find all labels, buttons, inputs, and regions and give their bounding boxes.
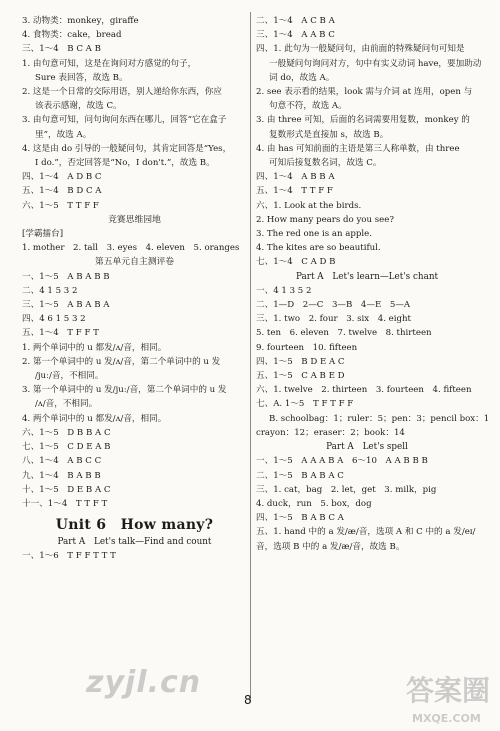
section-heading: Part A Let's talk—Find and count <box>57 537 212 548</box>
answer-line: 七、1～4 C A D B <box>256 257 336 268</box>
answer-line: 4. 这是由 do 引导的一般疑问句，其肯定回答是“Yes， <box>22 143 232 154</box>
answer-line: 2. see 表示看的结果，look 需与介词 at 连用，open 与 <box>256 87 473 98</box>
answer-line: 五、1～5 C A B E D <box>256 371 345 382</box>
answer-line: 复数形式是直接加 s，故选 B。 <box>269 129 389 140</box>
unit-title: Unit 6 How many? <box>55 517 214 534</box>
answer-line: crayon：12；eraser：2；book：14 <box>256 427 405 438</box>
answer-line: 4. 食物类：cake，bread <box>22 30 122 41</box>
answer-line: 句意不符，故选 A。 <box>269 101 347 112</box>
answer-line: 九、1～4 B A B B <box>22 470 101 481</box>
right-column <box>256 14 490 554</box>
answer-line: 3. 由句意可知，问句询问东西在哪儿，回答“它在盒子 <box>22 115 227 126</box>
answer-line: 六、1～5 D B B A C <box>22 427 111 438</box>
answer-line: [学霸擂台] <box>22 229 64 240</box>
answer-line: 二、1—D 2—C 3—B 4—E 5—A <box>256 300 411 311</box>
answer-line: 二、4 1 5 3 2 <box>22 285 78 296</box>
section-heading: Part A Let's spell <box>326 442 408 453</box>
answer-line: 2. 这是一个日常的交际用语，别人递给你东西，你应 <box>22 87 222 98</box>
answer-line: 六、1～5 T T F F <box>22 200 99 211</box>
answer-line: /juː/音，不相同。 <box>35 371 104 382</box>
answer-line: 1. 两个单词中的 u 都发/ʌ/音，相同。 <box>22 342 167 353</box>
answer-line: 六、1. Look at the birds. <box>256 200 362 211</box>
answer-line: 三、1～4 A A B C <box>256 30 335 41</box>
answer-line: 里”，故选 A。 <box>35 129 92 140</box>
left-column <box>22 14 247 564</box>
answer-line: 四、1. 此句为一般疑问句，由前面的特殊疑问句可知是 <box>256 44 465 55</box>
answer-line: 五、1～4 T F F T <box>22 328 99 339</box>
answer-line: 七、1～5 C D E A B <box>22 442 111 453</box>
answer-line: 四、1～5 B A B C A <box>256 513 344 524</box>
answer-line: 三、1～5 A B A B A <box>22 300 110 311</box>
answer-line: 四、1～4 A B B A <box>256 172 335 183</box>
answer-line: 2. 第一个单词中的 u 发/ʌ/音，第二个单词中的 u 发 <box>22 356 221 367</box>
answer-line: 1. mother 2. tall 3. eyes 4. eleven 5. oranges <box>22 243 240 254</box>
answer-line: 十、1～5 D E B A C <box>22 484 111 495</box>
answer-line: 二、1～5 B A B A C <box>256 470 344 481</box>
answer-line: B. schoolbag：1；ruler：5；pen：3；pencil box：1 <box>269 413 490 424</box>
answer-line: 六、1. twelve 2. thirteen 3. fourteen 4. fifteen <box>256 385 472 396</box>
page-number: 8 <box>244 693 252 707</box>
answer-line: 音，选项 B 中的 a 发/æ/音，故选 B。 <box>256 541 405 552</box>
column-divider <box>250 12 251 702</box>
answer-line: 三、1. two 2. four 3. six 4. eight <box>256 314 412 325</box>
answer-line: 可知后接复数名词，故选 C。 <box>269 158 382 169</box>
answer-line: 五、1～4 T T F F <box>256 186 333 197</box>
answer-line: 一、4 1 3 5 2 <box>256 285 312 296</box>
section-heading: 第五单元自主测评卷 <box>94 257 175 268</box>
answer-line: 4. 两个单词中的 u 都发/ʌ/音，相同。 <box>22 413 167 424</box>
answer-line: 2. How many pears do you see? <box>256 214 394 225</box>
answer-line: 八、1～4 A B C C <box>22 456 102 467</box>
answer-line: 一、1～6 T F F T T T <box>22 551 116 562</box>
answer-line: 3. 动物类：monkey，giraffe <box>22 16 139 26</box>
answer-line: 七、A. 1～5 T F T F F <box>256 399 354 410</box>
watermark-left: zyjl.cn <box>86 665 202 700</box>
answer-line: 一、1～5 A A A B A 6～10 A A B B B <box>256 456 428 467</box>
answer-line: 一、1～5 A B A B B <box>22 271 110 282</box>
answer-line: 3. 由 three 可知，后面的名词需要用复数，monkey 的 <box>256 115 470 126</box>
answer-line: 4. duck，run 5. box，dog <box>256 498 372 509</box>
answer-line: Sure 表回答，故选 B。 <box>35 72 128 83</box>
answer-line: 5. ten 6. eleven 7. twelve 8. thirteen <box>256 328 432 339</box>
answer-line: 词 do，故选 A。 <box>269 72 335 83</box>
answer-line: I do.”，否定回答是“No，I don't.”，故选 B。 <box>35 158 215 169</box>
answer-line: 四、1～5 B D E A C <box>256 356 345 367</box>
answer-line: 五、1～4 B D C A <box>22 186 102 197</box>
answer-line: 1. 由句意可知，这是在询问对方感觉的句子， <box>22 58 197 69</box>
section-heading: 竞赛思维园地 <box>108 214 161 225</box>
answer-line: 4. The kites are so beautiful. <box>256 243 381 254</box>
section-heading: Part A Let's learn—Let's chant <box>295 271 439 282</box>
answer-line: 该表示感谢，故选 C。 <box>35 101 122 112</box>
answer-line: 4. 由 has 可知前面的主语是第三人称单数，由 three <box>256 143 460 154</box>
answer-line: 四、4 6 1 5 3 2 <box>22 314 86 325</box>
answer-line: 3. The red one is an apple. <box>256 229 372 240</box>
watermark-right-sub: MXQE.COM <box>412 712 481 725</box>
answer-line: 十一、1～4 T T F T <box>22 498 108 509</box>
answer-line: 五、1. hand 中的 a 发/æ/音，选项 A 和 C 中的 a 发/eɪ/ <box>256 527 476 538</box>
answer-line: /ʌ/音，不相同。 <box>35 399 98 410</box>
answer-line: 四、1～4 A D B C <box>22 172 102 183</box>
watermark-right: 答案圈 <box>406 674 491 707</box>
answer-line: 一般疑问句询问对方，句中有实义动词 have，要加助动 <box>269 58 482 69</box>
answer-line: 3. 第一个单词中的 u 发/juː/音，第二个单词中的 u 发 <box>22 385 227 396</box>
answer-line: 三、1～4 B C A B <box>22 44 101 55</box>
answer-line: 9. fourteen 10. fifteen <box>256 342 358 353</box>
answer-line: 三、1. cat，bag 2. let，get 3. milk，pig <box>256 484 437 495</box>
answer-line: 二、1～4 A C B A <box>256 16 335 26</box>
